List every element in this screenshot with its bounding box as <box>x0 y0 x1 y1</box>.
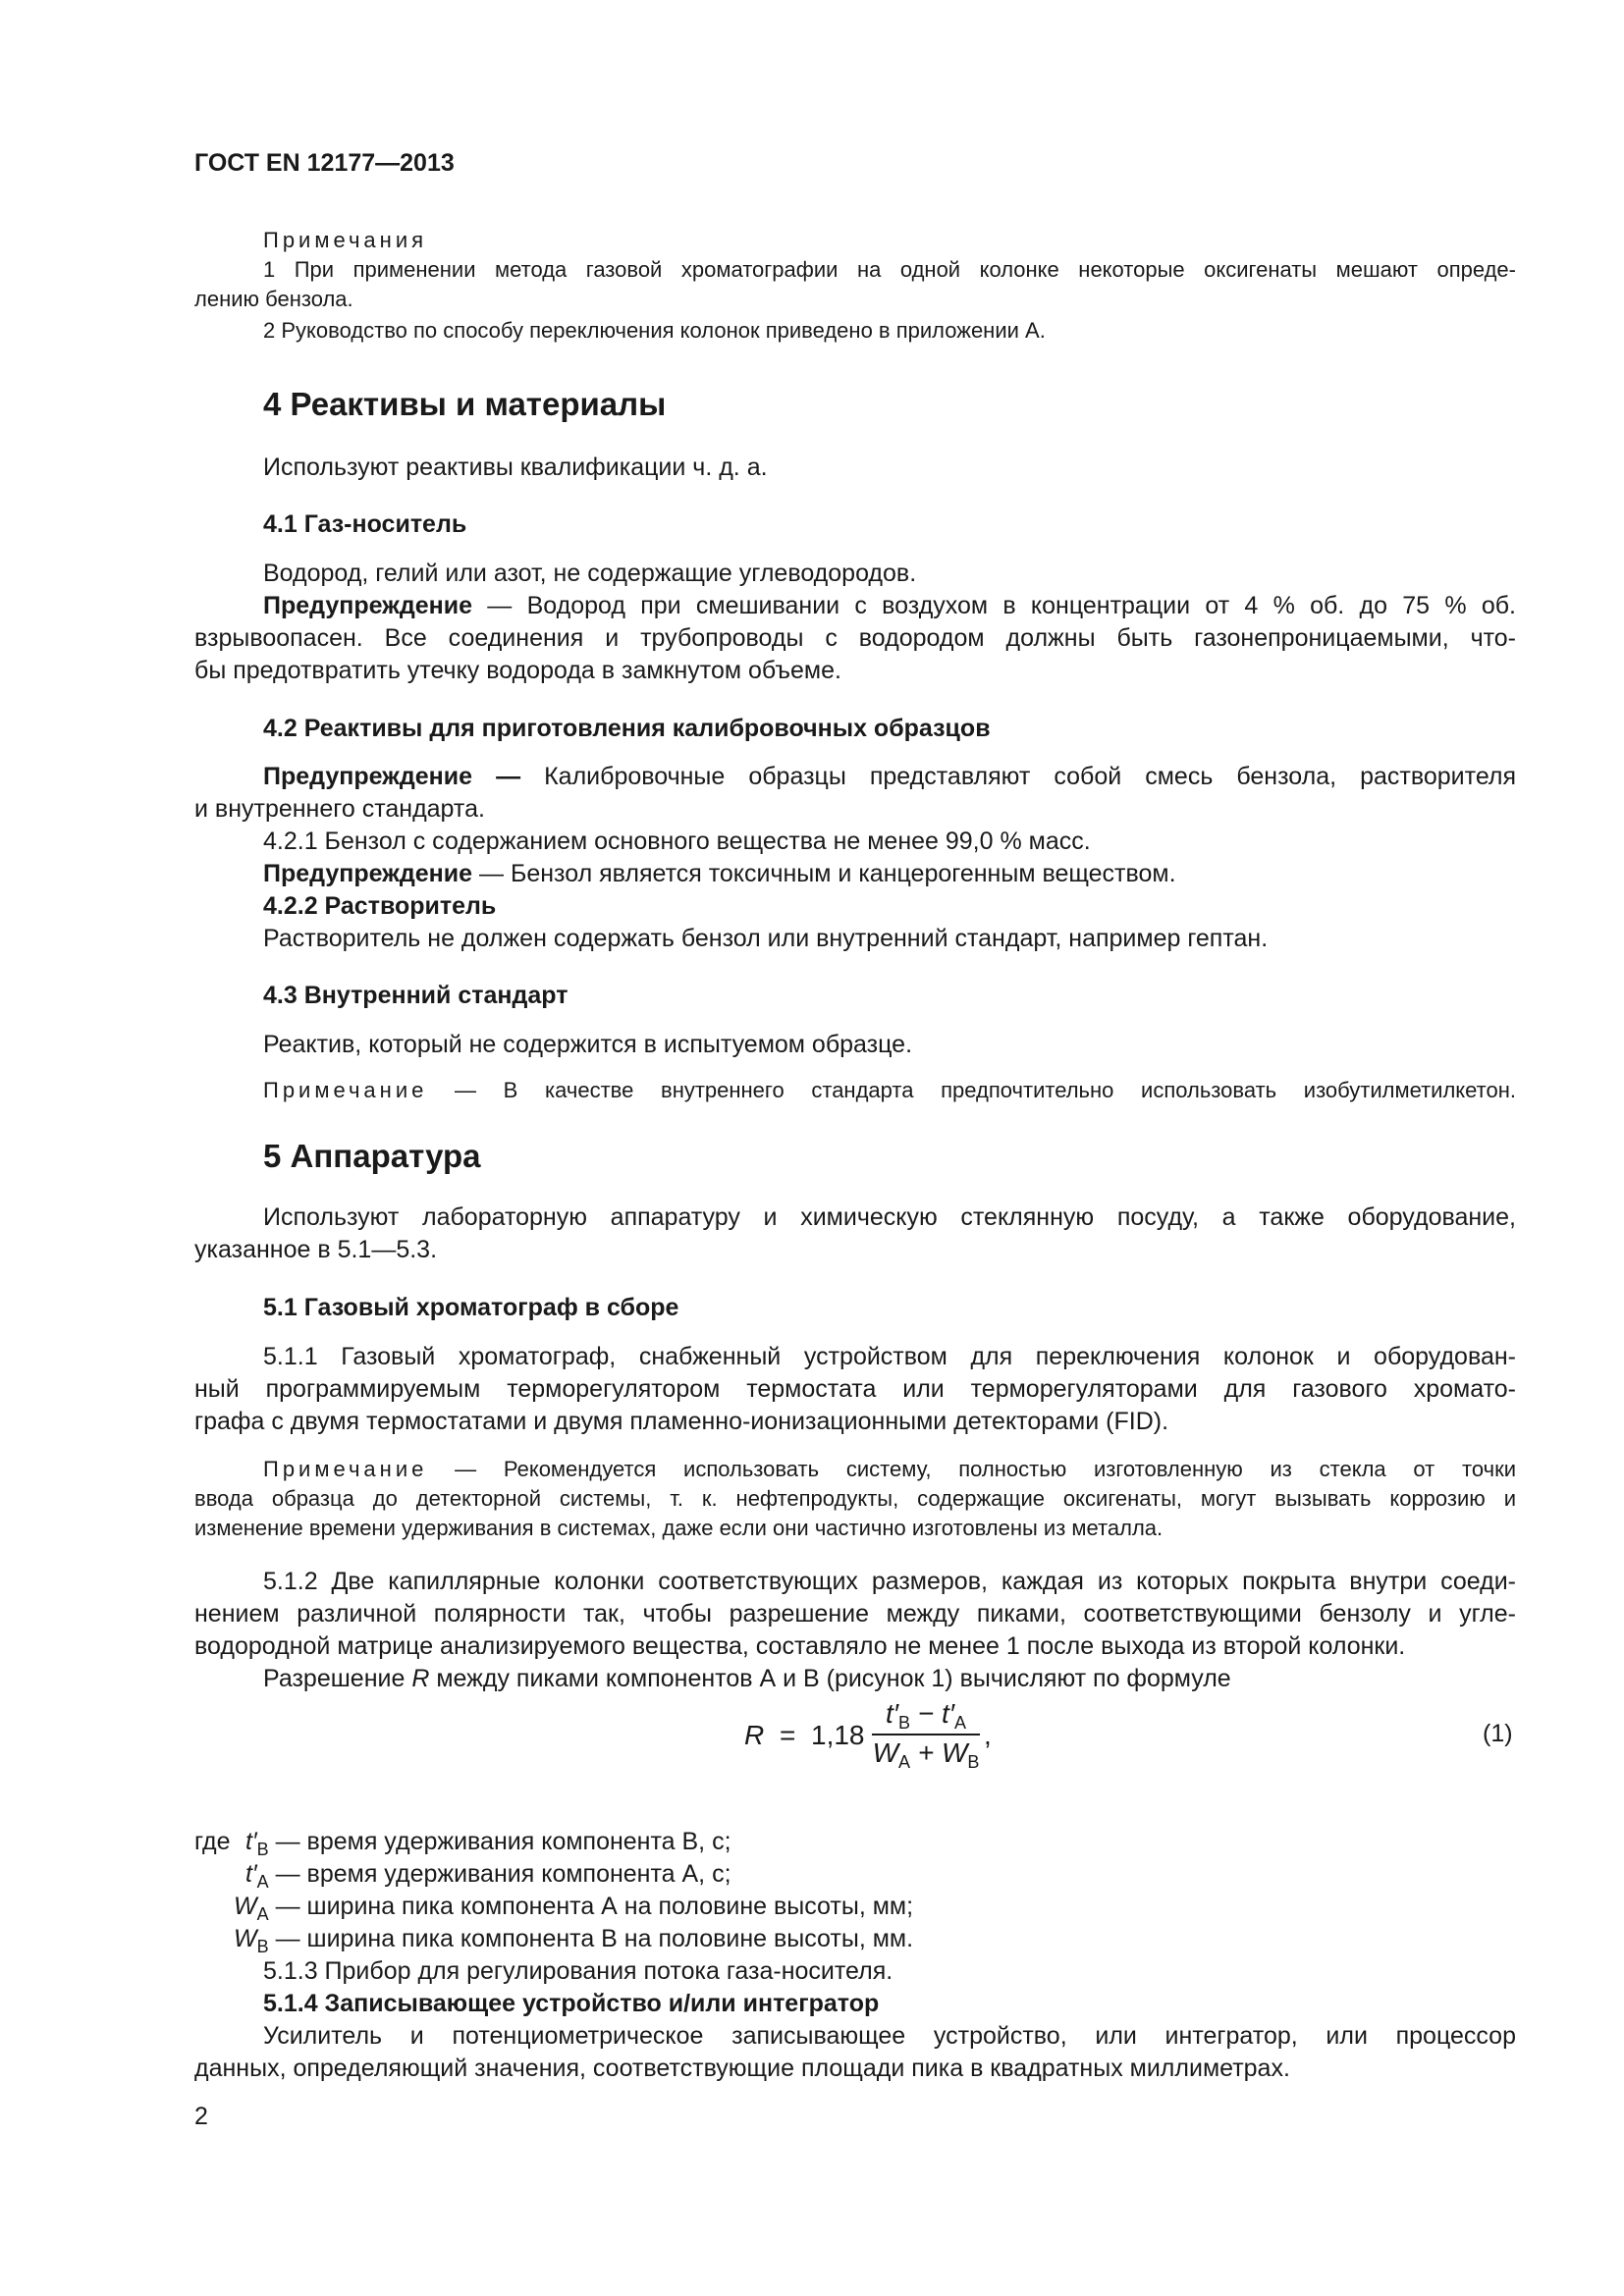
section-4-1-text: Водород, гелий или азот, не содержащие углеводородов. <box>263 560 917 587</box>
def-subscript: B <box>256 1937 269 1956</box>
page-number: 2 <box>194 2103 208 2130</box>
section-4-3-title: 4.3 Внутренний стандарт <box>263 982 568 1009</box>
section-4-2-warning-line-2: и внутреннего стандарта. <box>194 795 485 823</box>
den-plus: + W <box>910 1737 968 1768</box>
formula-1 <box>744 1698 1039 1777</box>
def-text: — время удерживания компонента А, с; <box>268 1860 731 1888</box>
resolution-pre: Разрешение <box>263 1665 412 1692</box>
formula-coefficient: 1,18 <box>811 1720 865 1750</box>
formula-denominator <box>872 1737 980 1771</box>
section-4-1-warning-line-1 <box>263 590 1516 622</box>
formula-fraction <box>872 1698 980 1771</box>
section-5-title: 5 Аппаратура <box>263 1138 481 1174</box>
warning-label: Предупреждение — <box>263 763 521 790</box>
section-5-1-4-line-2: данных, определяющий значения, соответствующие площади пика в квадратных миллиметрах. <box>194 2055 1290 2082</box>
section-5-line-1: Используют лабораторную аппаратуру и химическую стеклянную посуду, а также оборудование, <box>263 1203 1516 1231</box>
equation-number: (1) <box>1483 1720 1513 1747</box>
num-t: t′ <box>885 1698 899 1729</box>
note-1-line-2: лению бензола. <box>194 287 353 311</box>
note-text: — Рекомендуется использовать систему, полностью изготовленную из стекла от точки <box>427 1457 1516 1481</box>
formula-equals: = <box>780 1720 796 1750</box>
section-5-1-1-note-line-1 <box>263 1455 1516 1484</box>
den-sub-1: A <box>898 1752 911 1772</box>
section-4-1-warning-line-2: взрывоопасен. Все соединения и трубопроводы с водородом должны быть газонепроницаемыми, что- <box>194 624 1516 652</box>
note-label: Примечание <box>263 1078 428 1102</box>
section-4-2-title: 4.2 Реактивы для приготовления калибровочных образцов <box>263 715 991 742</box>
section-5-line-2: указанное в 5.1—5.3. <box>194 1236 438 1263</box>
section-4-2-2-text: Растворитель не должен содержать бензол или внутренний стандарт, например гептан. <box>263 925 1269 952</box>
notes-title: Примечания <box>263 228 428 252</box>
fraction-bar <box>872 1734 980 1735</box>
section-5-1-1-line-2: ный программируемым терморегулятором термостата или терморегуляторами для газового хромато- <box>194 1375 1516 1403</box>
def-symbol: W <box>234 1925 257 1952</box>
warning-text: Калибровочные образцы представляют собой смесь бензола, растворителя <box>520 763 1517 790</box>
warning-label: Предупреждение <box>263 860 473 887</box>
resolution-var: R <box>411 1665 430 1692</box>
section-5-1-1-note-line-2: ввода образца до детекторной системы, т. к. нефтепродукты, содержащие оксигенаты, могут вызывать коррозию и <box>194 1486 1516 1511</box>
formula-comma: , <box>984 1720 992 1750</box>
section-4-2-1-warning <box>263 858 1516 890</box>
warning-label: Предупреждение <box>263 592 473 619</box>
document-header: ГОСТ EN 12177—2013 <box>194 149 455 177</box>
formula-numerator <box>872 1698 980 1732</box>
def-symbol: t′ <box>245 1860 257 1888</box>
num-sub-2: A <box>953 1713 966 1733</box>
section-4-2-warning-line-1 <box>263 761 1516 793</box>
section-5-1-2-line-1: 5.1.2 Две капиллярные колонки соответствующих размеров, каждая из которых покрыта внутри соеди- <box>263 1568 1516 1595</box>
section-5-1-title: 5.1 Газовый хроматограф в сборе <box>263 1294 679 1321</box>
resolution-intro <box>263 1663 1516 1695</box>
den-sub-2: B <box>967 1752 980 1772</box>
section-5-1-1-note-line-3: изменение времени удерживания в системах, даже если они частично изготовлены из металла. <box>194 1516 1164 1540</box>
section-5-1-2-line-3: водородной матрице анализируемого вещества, составляло не менее 1 после выхода из второй колонки. <box>194 1632 1406 1660</box>
section-4-3-note <box>263 1076 1516 1105</box>
section-4-intro: Используют реактивы квалификации ч. д. а. <box>263 454 768 481</box>
def-subscript: A <box>256 1872 269 1892</box>
note-1-line-1: 1 При применении метода газовой хроматографии на одной колонке некоторые оксигенаты мешают опреде- <box>263 257 1516 282</box>
formula-lhs: R <box>744 1720 765 1750</box>
section-4-2-2-title: 4.2.2 Растворитель <box>263 892 497 920</box>
warning-text: — Бензол является токсичным и канцерогенным веществом. <box>472 860 1176 887</box>
note-2: 2 Руководство по способу переключения колонок приведено в приложении А. <box>263 318 1046 343</box>
section-5-1-4-title: 5.1.4 Записывающее устройство и/или интегратор <box>263 1990 880 2017</box>
num-minus: − t′ <box>910 1698 954 1729</box>
section-4-2-1: 4.2.1 Бензол с содержанием основного вещества не менее 99,0 % масс. <box>263 828 1091 855</box>
section-4-title: 4 Реактивы и материалы <box>263 386 667 422</box>
section-5-1-2-line-2: нением различной полярности так, чтобы разрешение между пиками, соответствующими бензолу и угле- <box>194 1600 1516 1628</box>
def-subscript: A <box>256 1904 269 1924</box>
def-symbol: t′ <box>245 1828 257 1855</box>
def-text: — ширина пика компонента А на половине высоты, мм; <box>268 1893 914 1920</box>
resolution-post: между пиками компонентов А и В (рисунок 1) вычисляют по формуле <box>429 1665 1231 1692</box>
section-5-1-4-line-1: Усилитель и потенциометрическое записывающее устройство, или интегратор, или процессор <box>263 2022 1516 2050</box>
num-sub-1: B <box>898 1713 911 1733</box>
def-subscript: B <box>256 1840 269 1859</box>
def-text: — ширина пика компонента В на половине высоты, мм. <box>268 1925 914 1952</box>
section-4-3-text: Реактив, который не содержится в испытуемом образце. <box>263 1031 913 1058</box>
warning-text: — Водород при смешивании с воздухом в концентрации от 4 % об. до 75 % об. <box>472 592 1516 619</box>
note-label: Примечание <box>263 1457 428 1481</box>
note-text: — В качестве внутреннего стандарта предпочтительно использовать изобутилметилкетон. <box>427 1078 1516 1102</box>
den-w: W <box>872 1737 899 1768</box>
section-5-1-1-line-3: графа с двумя термостатами и двумя пламенно-ионизационными детекторами (FID). <box>194 1408 1169 1435</box>
where-word: где <box>194 1828 231 1855</box>
section-5-1-3: 5.1.3 Прибор для регулирования потока газа-носителя. <box>263 1957 893 1985</box>
def-text: — время удерживания компонента В, с; <box>268 1828 731 1855</box>
section-4-1-warning-line-3: бы предотвратить утечку водорода в замкнутом объеме. <box>194 657 841 684</box>
section-4-1-title: 4.1 Газ-носитель <box>263 510 467 538</box>
section-5-1-1-line-1: 5.1.1 Газовый хроматограф, снабженный устройством для переключения колонок и оборудован- <box>263 1343 1516 1370</box>
def-symbol: W <box>234 1893 257 1920</box>
